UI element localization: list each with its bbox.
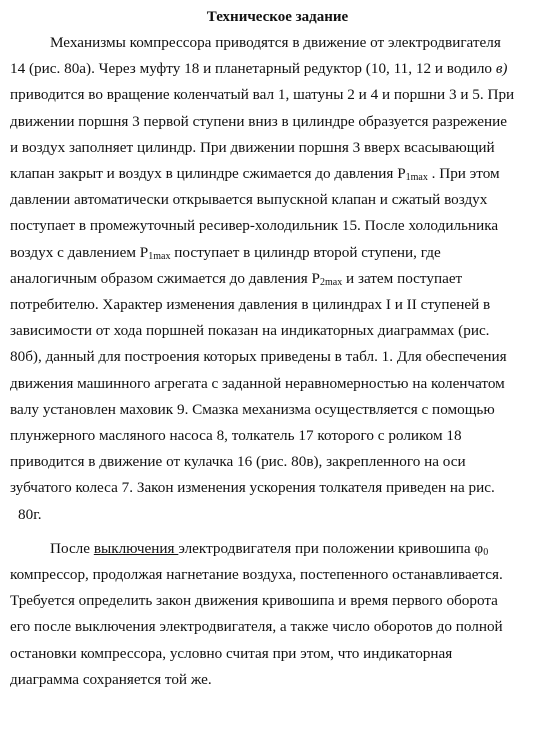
text-line xyxy=(10,562,545,588)
text-span: электродвигателя при положении кривошипа φ xyxy=(178,539,484,557)
text-line xyxy=(10,423,545,449)
text-line xyxy=(10,397,545,423)
text-span: движения машинного агрегата с заданной неравномерностью на коленчатом xyxy=(10,374,505,392)
text-span: клапан закрыт и воздух в цилиндре сжимается до давления P xyxy=(10,165,406,183)
text-line xyxy=(10,82,545,108)
text-span: поступает в промежуточный ресивер-холодильник 15. После холодильника xyxy=(10,217,499,235)
text-span: и воздух заполняет цилиндр. При движении поршня 3 вверх всасывающий xyxy=(10,138,495,156)
text-line xyxy=(10,30,545,56)
text-line xyxy=(10,502,545,528)
text-line xyxy=(10,187,545,213)
text-span: потребителю. Характер изменения давления в цилиндрах I и II ступеней в xyxy=(10,296,491,314)
subscript: 0 xyxy=(483,546,489,558)
text-span: давлении автоматически открывается выпускной клапан и сжатый воздух xyxy=(10,191,488,209)
text-line xyxy=(10,213,545,239)
text-span: приводится в движение от кулачка 16 (рис. 80в), закрепленного на оси xyxy=(10,453,466,471)
text-line xyxy=(10,135,545,161)
text-line xyxy=(10,588,545,614)
text-line xyxy=(10,344,545,370)
italic-text: в) xyxy=(495,60,508,78)
text-span: валу установлен маховик 9. Смазка механизма осуществляется с помощью xyxy=(10,400,495,418)
text-span: диаграмма сохраняется той же. xyxy=(10,670,212,688)
text-span: зависимости от хода поршней показан на индикаторных диаграммах (рис. xyxy=(10,322,490,340)
subscript: 1max xyxy=(148,250,171,262)
text-span: зубчатого колеса 7. Закон изменения ускорения толкателя приведен на рис. xyxy=(10,479,495,497)
text-line xyxy=(10,667,545,693)
text-span: . При этом xyxy=(427,165,500,183)
text-span: его после выключения электродвигателя, а также число оборотов до полной xyxy=(10,618,503,636)
text-span: Требуется определить закон движения кривошипа и время первого оборота xyxy=(10,592,498,610)
subscript: 2max xyxy=(320,276,343,288)
text-line xyxy=(10,161,545,187)
document-title: Техническое задание xyxy=(206,9,349,25)
text-line xyxy=(10,318,545,344)
paragraph-2 xyxy=(10,536,545,693)
text-line xyxy=(10,475,545,501)
text-span: аналогичным образом сжимается до давления P xyxy=(10,269,320,287)
underlined-text: выключения xyxy=(93,539,179,557)
text-line xyxy=(10,292,545,318)
text-span: 80г. xyxy=(18,505,42,523)
text-span: и затем поступает xyxy=(342,269,463,287)
text-span: движении поршня 3 первой ступени вниз в цилиндре образуется разрежение xyxy=(10,112,507,130)
text-span: Механизмы компрессора приводятся в движение от электродвигателя xyxy=(50,34,501,51)
text-line xyxy=(10,240,545,266)
text-span: компрессор, продолжая нагнетание воздуха, постепенного останавливается. xyxy=(10,566,503,584)
text-line xyxy=(10,109,545,135)
text-span: плунжерного масляного насоса 8, толкатель 17 которого с роликом 18 xyxy=(10,427,462,445)
text-line xyxy=(10,614,545,640)
text-span: остановки компрессора, условно считая при этом, что индикаторная xyxy=(10,644,453,662)
text-span: воздух с давлением P xyxy=(10,243,149,261)
text-line xyxy=(10,536,545,562)
subscript: 1max xyxy=(405,172,428,184)
text-span: После xyxy=(50,539,94,557)
text-span: 14 (рис. 80а). Через муфту 18 и планетарный редуктор (10, 11, 12 и водило xyxy=(10,60,496,78)
text-span: поступает в цилиндр второй ступени, где xyxy=(170,243,441,261)
text-line xyxy=(10,56,545,82)
text-line xyxy=(10,449,545,475)
text-span: 80б), данный для построения которых приведены в табл. 1. Для обеспечения xyxy=(10,348,507,366)
paragraph-1 xyxy=(10,30,545,528)
text-span: приводится во вращение коленчатый вал 1, шатуны 2 и 4 и поршни 3 и 5. При xyxy=(10,86,515,104)
text-line xyxy=(10,266,545,292)
text-line xyxy=(10,371,545,397)
text-line xyxy=(10,641,545,667)
